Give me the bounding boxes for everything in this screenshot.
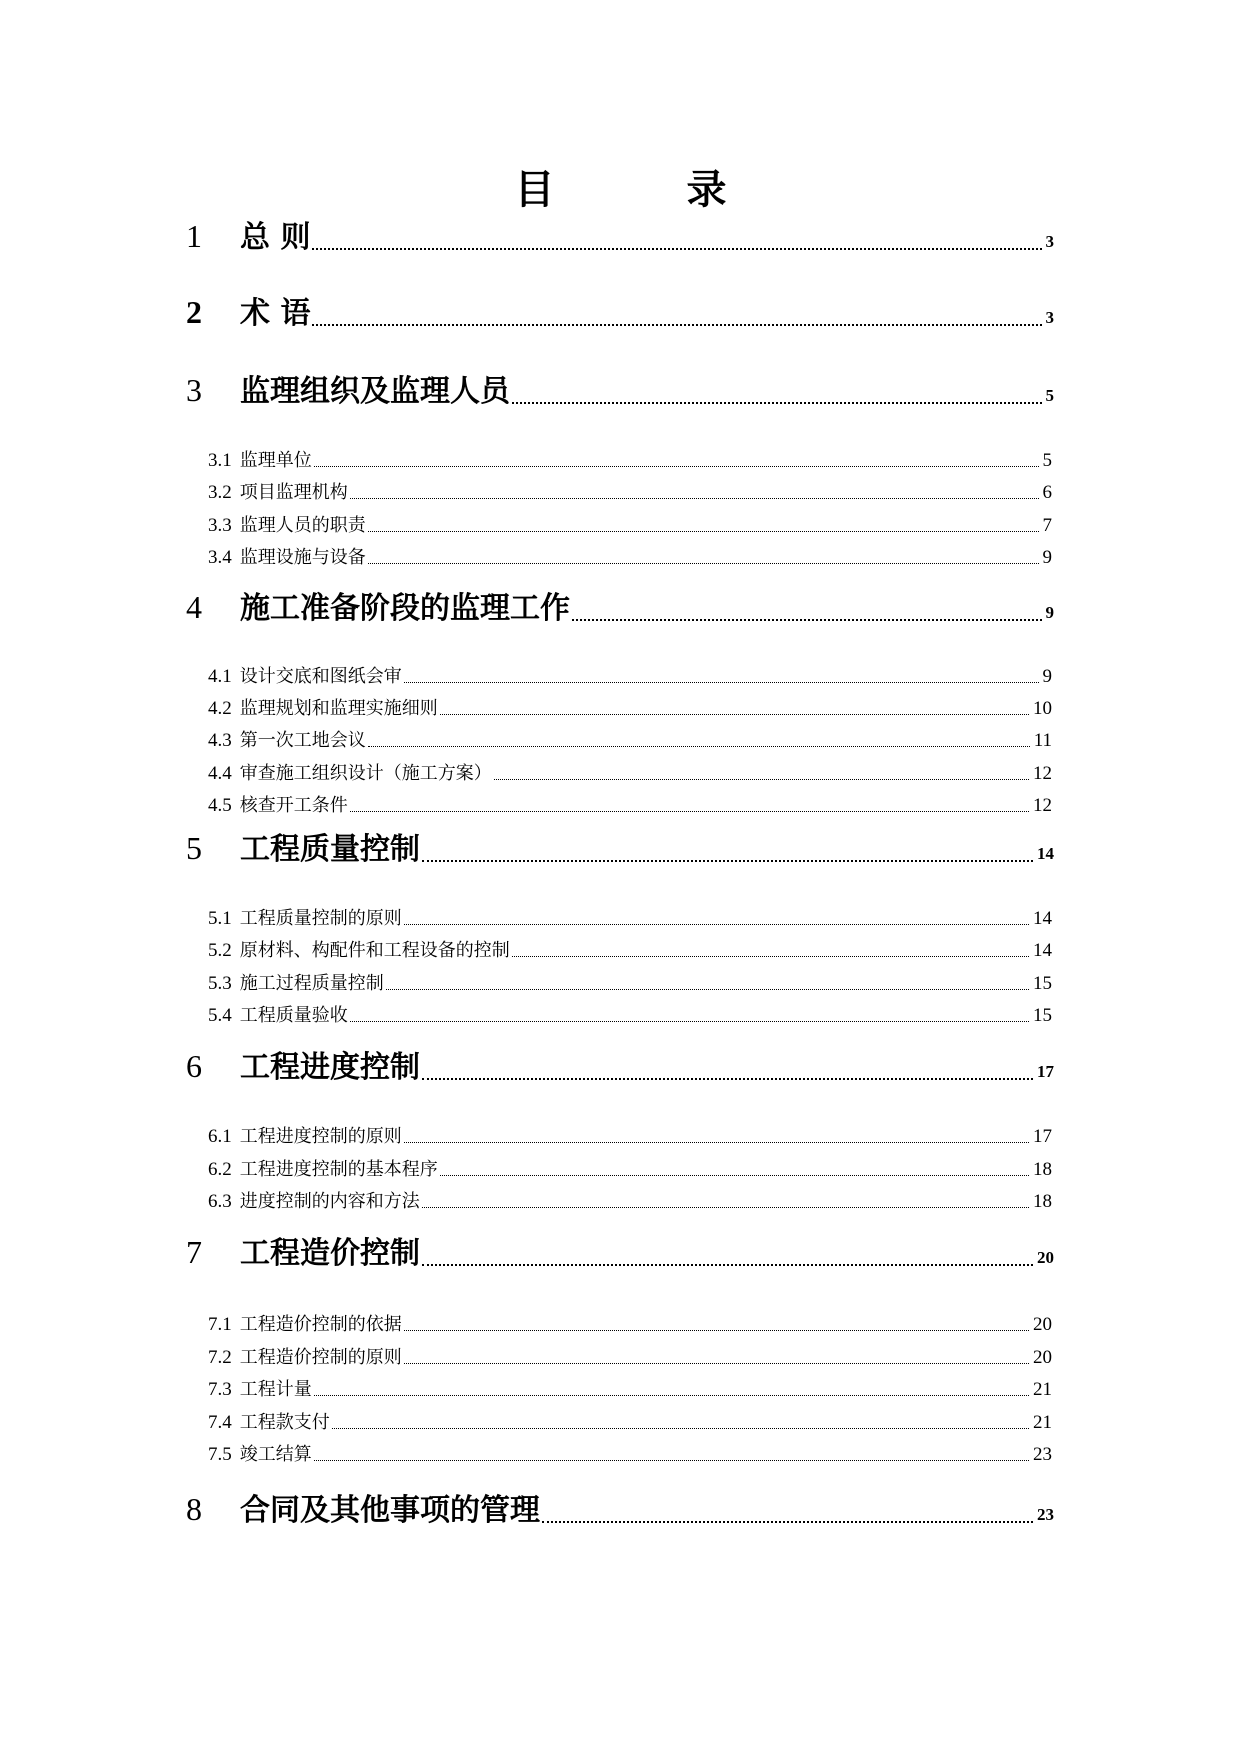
section-number: 3.2 [208,482,232,503]
dot-leader [314,466,1039,467]
dot-leader [350,1021,1029,1022]
section-title: 监理人员的职责 [239,515,366,536]
toc-section-4.2[interactable] [208,694,1052,720]
section-number: 6.1 [208,1126,232,1147]
page-number: 20 [1033,1347,1052,1368]
toc-chapter-1[interactable] [186,212,1054,256]
page-number: 5 [1045,386,1054,405]
page-number: 21 [1033,1412,1052,1433]
section-number: 5.1 [208,908,232,929]
section-number: 7.4 [208,1412,232,1433]
dot-leader [512,956,1029,957]
page-number: 5 [1042,450,1052,471]
chapter-number: 7 [186,1234,202,1270]
dot-leader [440,714,1029,715]
section-title: 设计交底和图纸会审 [239,666,402,687]
page-number: 14 [1033,908,1052,929]
dot-leader [368,563,1039,564]
toc-section-6.3[interactable] [208,1187,1052,1213]
page-number: 23 [1037,1505,1054,1524]
dot-leader [312,324,1041,326]
dot-leader [314,1460,1029,1461]
dot-leader [404,924,1029,925]
page-number: 18 [1033,1159,1052,1180]
section-title: 核查开工条件 [239,795,348,816]
page-number: 10 [1033,698,1052,719]
page-number: 12 [1033,763,1052,784]
section-number: 7.5 [208,1444,232,1465]
toc-section-5.4[interactable] [208,1001,1052,1027]
section-number: 7.2 [208,1347,232,1368]
page-number: 11 [1033,730,1052,751]
toc-section-4.4[interactable] [208,759,1052,785]
page-number: 3 [1045,308,1054,327]
section-title: 工程款支付 [239,1412,330,1433]
page-number: 14 [1037,844,1054,863]
section-title: 工程质量控制的原则 [239,908,402,929]
toc-section-3.4[interactable] [208,543,1052,569]
toc-section-5.3[interactable] [208,969,1052,995]
dot-leader [368,746,1030,747]
chapter-number: 6 [186,1048,202,1084]
toc-chapter-5[interactable] [186,824,1054,868]
section-title: 监理规划和监理实施细则 [239,698,438,719]
chapter-number: 5 [186,830,202,866]
chapter-title: 施工准备阶段的监理工作 [240,591,570,626]
dot-leader [404,1363,1029,1364]
page-number: 9 [1042,666,1052,687]
section-title: 竣工结算 [239,1444,312,1465]
chapter-number: 1 [186,218,202,254]
toc-section-6.2[interactable] [208,1155,1052,1181]
toc-section-4.1[interactable] [208,662,1052,688]
dot-leader [494,779,1029,780]
dot-leader [512,402,1042,404]
page-number: 12 [1033,795,1052,816]
section-number: 7.3 [208,1379,232,1400]
toc-section-4.5[interactable] [208,791,1052,817]
dot-leader [440,1175,1029,1176]
toc-chapter-2[interactable] [186,288,1054,332]
toc-chapter-6[interactable] [186,1042,1054,1086]
toc-section-7.4[interactable] [208,1408,1052,1434]
section-title: 施工过程质量控制 [239,973,384,994]
toc-chapter-4[interactable] [186,583,1054,627]
section-title: 监理单位 [239,450,312,471]
toc-section-7.5[interactable] [208,1440,1052,1466]
section-title: 工程计量 [239,1379,312,1400]
dot-leader [422,1078,1033,1080]
section-number: 3.4 [208,547,232,568]
toc-chapter-8[interactable] [186,1485,1054,1529]
chapter-title: 总 则 [240,220,311,255]
section-number: 5.4 [208,1005,232,1026]
toc-section-3.2[interactable] [208,478,1052,504]
section-title: 审查施工组织设计（施工方案） [239,763,492,784]
chapter-title: 术 语 [240,296,311,331]
dot-leader [404,1142,1029,1143]
page-number: 6 [1042,482,1052,503]
section-title: 工程造价控制的原则 [239,1347,402,1368]
section-number: 4.3 [208,730,232,751]
dot-leader [542,1521,1033,1523]
section-number: 6.2 [208,1159,232,1180]
page-number: 14 [1033,940,1052,961]
section-title: 第一次工地会议 [239,730,366,751]
section-title: 工程进度控制的原则 [239,1126,402,1147]
toc-section-3.3[interactable] [208,511,1052,537]
toc-section-5.1[interactable] [208,904,1052,930]
page-number: 15 [1033,973,1052,994]
dot-leader [312,248,1041,250]
section-number: 6.3 [208,1191,232,1212]
section-title: 工程造价控制的依据 [239,1314,402,1335]
section-number: 3.1 [208,450,232,471]
chapter-title: 工程质量控制 [240,832,420,867]
page-title: 目 录 [514,167,773,213]
page-number: 18 [1033,1191,1052,1212]
dot-leader [572,619,1042,621]
page-number: 9 [1042,547,1052,568]
chapter-number: 4 [186,589,202,625]
section-title: 工程进度控制的基本程序 [239,1159,438,1180]
section-title: 进度控制的内容和方法 [239,1191,420,1212]
page-number: 17 [1033,1126,1052,1147]
section-number: 4.4 [208,763,232,784]
section-number: 7.1 [208,1314,232,1335]
dot-leader [350,811,1029,812]
page-number: 3 [1045,232,1054,251]
toc-section-6.1[interactable] [208,1122,1052,1148]
chapter-title: 监理组织及监理人员 [240,374,510,409]
dot-leader [368,531,1039,532]
toc-section-7.1[interactable] [208,1310,1052,1336]
chapter-number: 2 [186,294,202,330]
dot-leader [422,1207,1029,1208]
dot-leader [422,860,1033,862]
dot-leader [350,498,1039,499]
toc-section-5.2[interactable] [208,936,1052,962]
section-number: 3.3 [208,515,232,536]
dot-leader [332,1428,1029,1429]
dot-leader [404,1330,1029,1331]
chapter-title: 工程造价控制 [240,1236,420,1271]
page-number: 7 [1042,515,1052,536]
page-number: 9 [1045,603,1054,622]
page-number: 17 [1037,1062,1054,1081]
dot-leader [314,1395,1029,1396]
chapter-title: 工程进度控制 [240,1050,420,1085]
dot-leader [386,989,1029,990]
chapter-number: 8 [186,1491,202,1527]
toc-section-3.1[interactable] [208,446,1052,472]
page-number: 23 [1033,1444,1052,1465]
section-number: 5.3 [208,973,232,994]
dot-leader [404,682,1039,683]
page-number: 20 [1037,1248,1054,1267]
chapter-title: 合同及其他事项的管理 [240,1493,540,1528]
page-number: 20 [1033,1314,1052,1335]
toc-section-7.2[interactable] [208,1343,1052,1369]
toc-chapter-7[interactable] [186,1228,1054,1272]
toc-section-7.3[interactable] [208,1375,1052,1401]
page-number: 15 [1033,1005,1052,1026]
page-number: 21 [1033,1379,1052,1400]
dot-leader [422,1264,1033,1266]
section-title: 原材料、构配件和工程设备的控制 [239,940,510,961]
toc-chapter-3[interactable] [186,366,1054,410]
chapter-number: 3 [186,372,202,408]
section-title: 监理设施与设备 [239,547,366,568]
section-title: 项目监理机构 [239,482,348,503]
section-number: 5.2 [208,940,232,961]
toc-section-4.3[interactable] [208,726,1052,752]
section-title: 工程质量验收 [239,1005,348,1026]
section-number: 4.1 [208,666,232,687]
section-number: 4.2 [208,698,232,719]
section-number: 4.5 [208,795,232,816]
